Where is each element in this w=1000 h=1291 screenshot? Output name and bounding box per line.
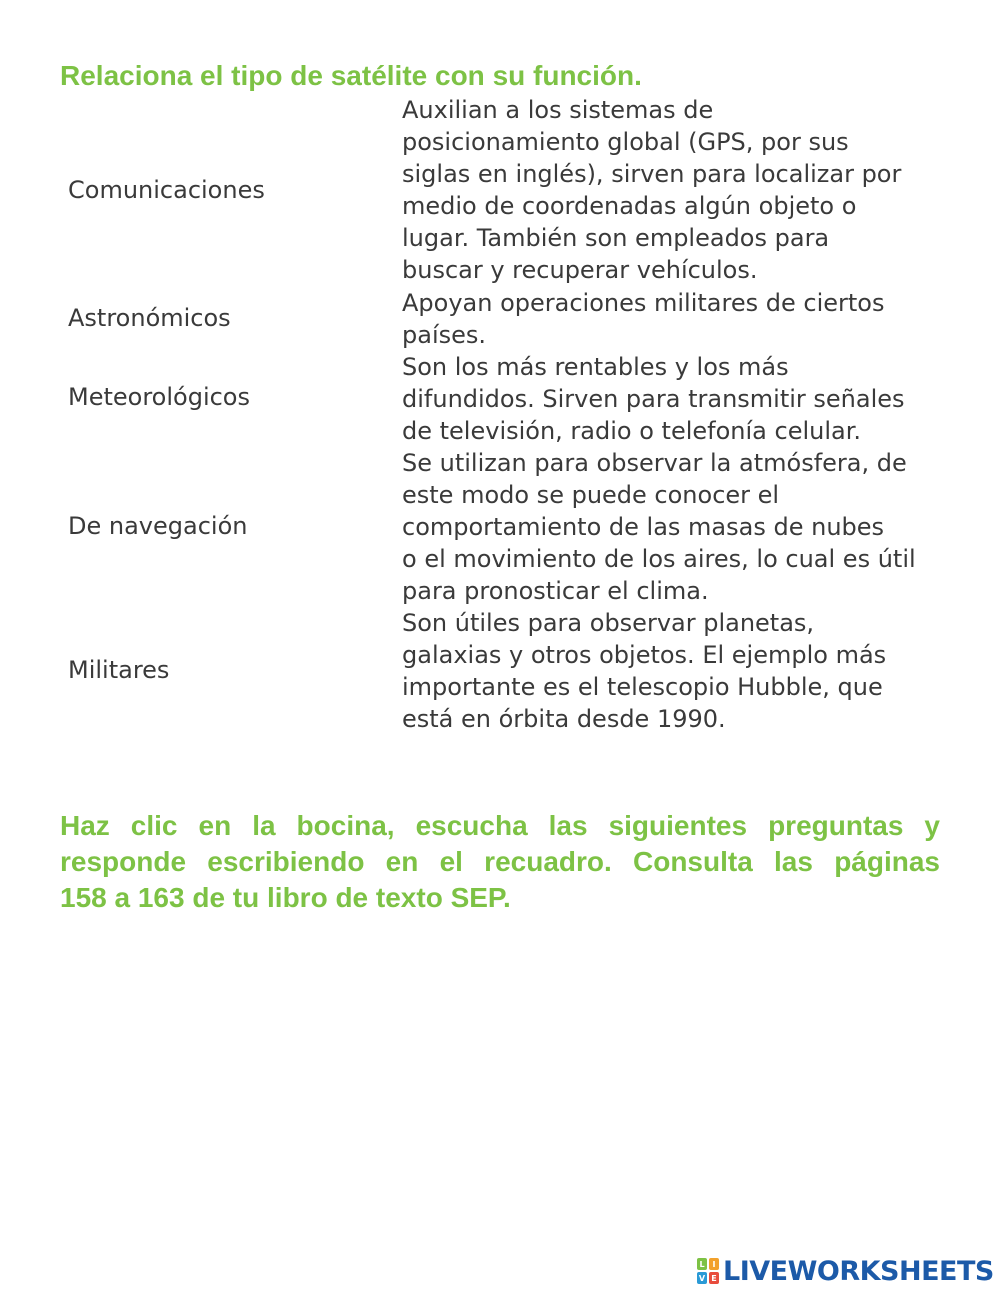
description-line: está en órbita desde 1990.	[402, 705, 726, 733]
type-comunicaciones[interactable]: Comunicaciones	[68, 176, 265, 204]
logo-letter: V	[698, 1273, 706, 1283]
description-line: o el movimiento de los aires, lo cual es útil	[402, 545, 916, 573]
description-line: Auxilian a los sistemas de	[402, 96, 714, 124]
description-line: galaxias y otros objetos. El ejemplo más	[402, 641, 887, 669]
instruction-text	[60, 808, 940, 916]
description-line: lugar. También son empleados para	[402, 224, 830, 252]
type-militares[interactable]: Militares	[68, 656, 170, 684]
description-astronomicos[interactable]	[402, 607, 962, 735]
type-navegacion[interactable]: De navegación	[68, 512, 248, 540]
description-meteorologicos[interactable]	[402, 447, 962, 607]
description-line: Son los más rentables y los más	[402, 353, 789, 381]
instruction-line: responde escribiendo en el recuadro. Consulta las páginas	[60, 846, 940, 877]
description-line: buscar y recuperar vehículos.	[402, 256, 758, 284]
description-line: de televisión, radio o telefonía celular.	[402, 417, 861, 445]
description-line: Apoyan operaciones militares de ciertos	[402, 289, 885, 317]
description-line: Se utilizan para observar la atmósfera, de	[402, 449, 907, 477]
logo-mark-icon	[697, 1258, 719, 1284]
description-militares[interactable]	[402, 287, 962, 351]
description-line: siglas en inglés), sirven para localizar por	[402, 160, 902, 188]
description-line: comportamiento de las masas de nubes	[402, 513, 885, 541]
logo-text: LIVEWORKSHEETS	[723, 1255, 994, 1287]
logo-letter: I	[709, 1258, 719, 1270]
description-line: Son útiles para observar planetas,	[402, 609, 815, 637]
description-comunicaciones[interactable]	[402, 351, 962, 447]
description-line: difundidos. Sirven para transmitir señales	[402, 385, 905, 413]
description-line: medio de coordenadas algún objeto o	[402, 192, 857, 220]
description-line: importante es el telescopio Hubble, que	[402, 673, 883, 701]
description-line: posicionamiento global (GPS, por sus	[402, 128, 849, 156]
instruction-line: Haz clic en la bocina, escucha las siguientes preguntas y	[60, 810, 940, 841]
type-meteorologicos[interactable]: Meteorológicos	[68, 383, 250, 411]
liveworksheets-logo	[697, 1254, 994, 1288]
page-title: Relaciona el tipo de satélite con su función.	[60, 60, 642, 91]
description-line: para pronosticar el clima.	[402, 577, 709, 605]
description-navegacion[interactable]	[402, 94, 962, 286]
description-line: este modo se puede conocer el	[402, 481, 780, 509]
type-astronomicos[interactable]: Astronómicos	[68, 304, 231, 332]
logo-letter: E	[709, 1272, 719, 1284]
logo-letter: L	[697, 1258, 707, 1270]
instruction-line: 158 a 163 de tu libro de texto SEP.	[60, 882, 511, 913]
description-line: países.	[402, 321, 487, 349]
